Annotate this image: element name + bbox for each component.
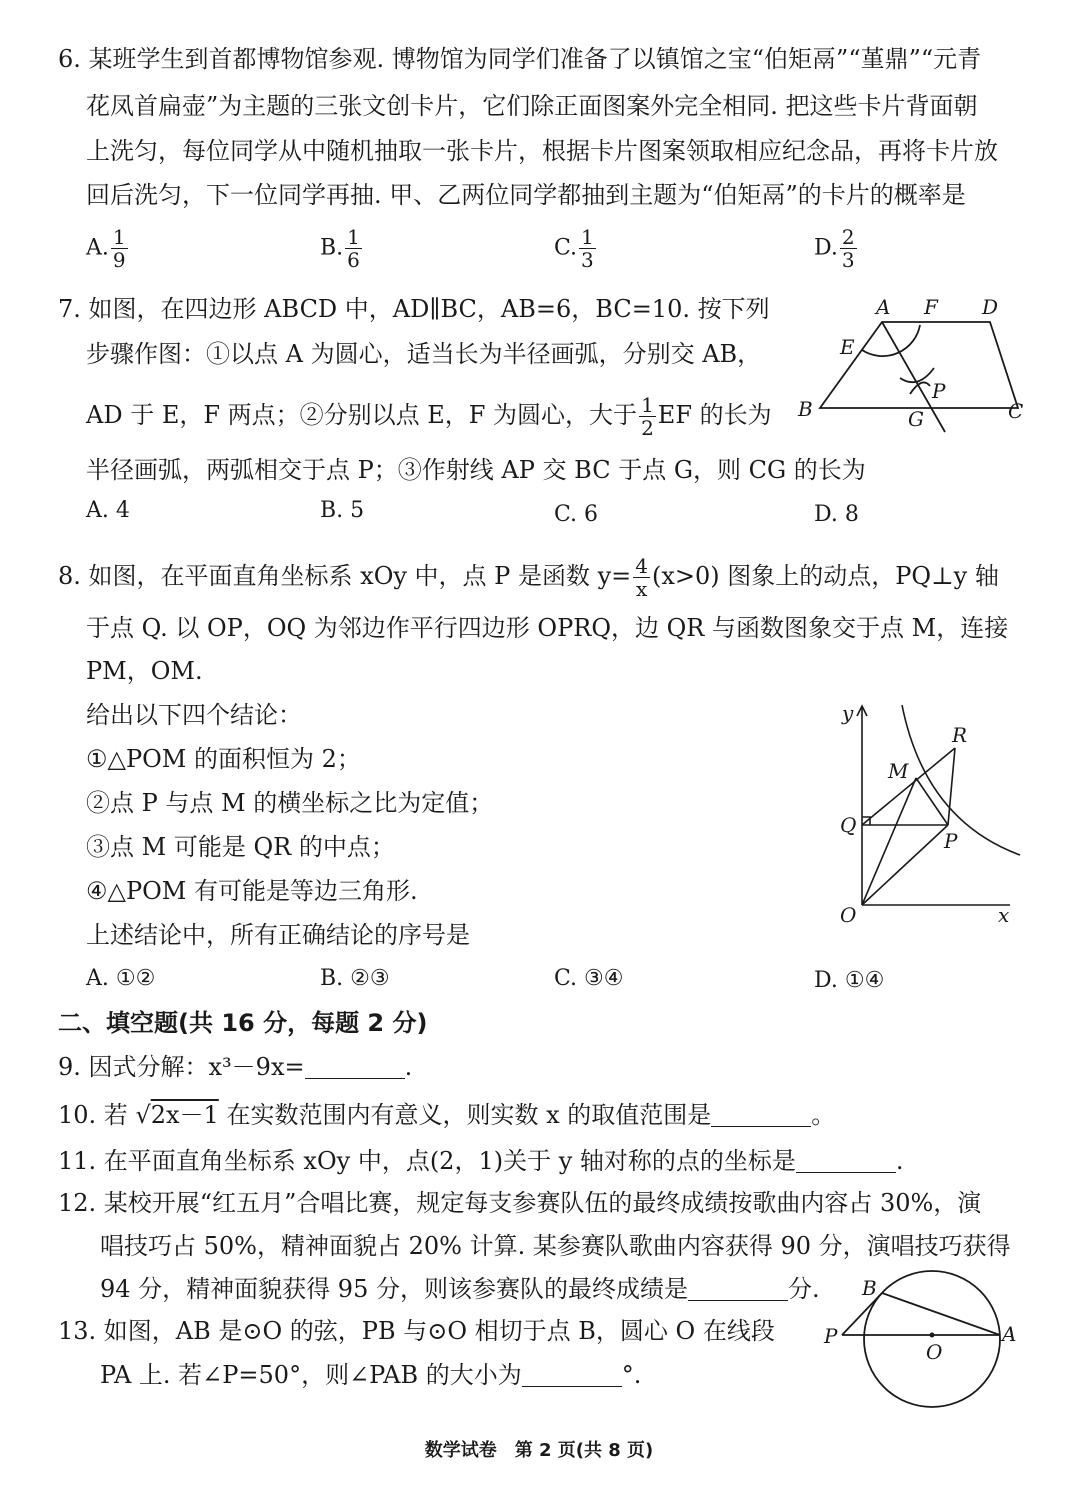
q7-line-4: 半径画弧，两弧相交于点 P；③作射线 AP 交 BC 于点 G，则 CG 的长为 bbox=[86, 456, 866, 484]
q6-line-1: 6. 某班学生到首都博物馆参观. 博物馆为同学们准备了以镇馆之宝“伯矩鬲”“堇鼎”“元青 bbox=[58, 45, 982, 73]
q7-line-2: 步骤作图：①以点 A 为圆心，适当长为半径画弧，分别交 AB， bbox=[86, 340, 762, 368]
q13-answer-blank[interactable] bbox=[522, 1366, 622, 1387]
q13-line-1: 13. 如图，AB 是⊙O 的弦，PB 与⊙O 相切于点 B，圆心 O 在线段 bbox=[58, 1317, 775, 1345]
center-point bbox=[930, 1333, 935, 1338]
q7-option-a: A. 4 bbox=[86, 498, 130, 523]
q12-line-2: 唱技巧占 50%，精神面貌占 20% 计算. 某参赛队歌曲内容获得 90 分，演唱技巧获得 bbox=[100, 1232, 1011, 1260]
label-q: Q bbox=[840, 813, 857, 837]
label-d: D bbox=[982, 295, 999, 319]
label-o: O bbox=[926, 1340, 943, 1364]
label-g: G bbox=[908, 407, 924, 431]
q8-conclusion-4: ④△POM 有可能是等边三角形. bbox=[86, 877, 418, 905]
label-a: A bbox=[876, 295, 891, 319]
section-2-heading: 二、填空题(共 16 分，每题 2 分) bbox=[58, 1009, 428, 1037]
label-p: P bbox=[824, 1324, 838, 1348]
q6-option-c: C. $\frac{1}{3}$ bbox=[554, 225, 594, 272]
q7-trapezoid-figure bbox=[790, 290, 1040, 440]
arc-ef bbox=[862, 325, 920, 356]
q8-line-4: 给出以下四个结论： bbox=[86, 701, 302, 729]
q6-line-4: 回后洗匀，下一位同学再抽. 甲、乙两位同学都抽到主题为“伯矩鬲”的卡片的概率是 bbox=[86, 181, 966, 209]
q7-option-d: D. 8 bbox=[814, 502, 859, 527]
q12-line-3: 94 分，精神面貌获得 95 分，则该参赛队的最终成绩是 分. bbox=[100, 1275, 820, 1303]
label-b: B bbox=[798, 397, 813, 421]
label-m: M bbox=[888, 759, 909, 783]
label-a: A bbox=[1002, 1322, 1017, 1346]
q8-option-d: D. ①④ bbox=[814, 968, 885, 993]
label-c: C bbox=[1008, 399, 1024, 423]
label-x: x bbox=[998, 903, 1010, 927]
label-b: B bbox=[862, 1276, 877, 1300]
label-p: P bbox=[944, 829, 958, 853]
page-footer: 数学试卷 第 2 页(共 8 页) bbox=[424, 1440, 654, 1461]
arc-from-e bbox=[900, 368, 934, 382]
label-r: R bbox=[952, 723, 968, 747]
q8-conclusion-3: ③点 M 可能是 QR 的中点； bbox=[86, 833, 395, 861]
q8-option-c: C. ③④ bbox=[554, 966, 624, 991]
q12-line-1: 12. 某校开展“红五月”合唱比赛，规定每支参赛队伍的最终成绩按歌曲内容占 30%，演 bbox=[58, 1189, 982, 1217]
q9-line: 9. 因式分解：x³－9x= . bbox=[58, 1053, 413, 1081]
q13-line-2: PA 上. 若∠P=50°，则∠PAB 的大小为 °. bbox=[100, 1361, 642, 1389]
q8-coordinate-figure bbox=[830, 700, 1030, 930]
circle-o bbox=[864, 1271, 1000, 1407]
q7-line-1: 7. 如图，在四边形 ABCD 中，AD∥BC，AB=6，BC=10. 按下列 bbox=[58, 295, 770, 323]
q11-line: 11. 在平面直角坐标系 xOy 中，点(2，1)关于 y 轴对称的点的坐标是 . bbox=[58, 1147, 904, 1175]
label-y: y bbox=[842, 701, 854, 725]
q10-answer-blank[interactable] bbox=[711, 1106, 811, 1127]
q6-option-b: B. $\frac{1}{6}$ bbox=[320, 225, 360, 272]
segment-op bbox=[862, 825, 948, 905]
q8-line-2: 于点 Q. 以 OP，OQ 为邻边作平行四边形 OPRQ，边 QR 与函数图象交于点 M，连接 bbox=[86, 614, 1009, 642]
q8-line-3: PM，OM. bbox=[86, 657, 203, 685]
label-o: O bbox=[840, 903, 857, 927]
q8-option-a: A. ①② bbox=[86, 966, 156, 991]
q6-line-2: 花凤首扁壶”为主题的三张文创卡片，它们除正面图案外完全相同. 把这些卡片背面朝 bbox=[86, 92, 978, 120]
q13-circle-figure bbox=[820, 1265, 1030, 1415]
segment-om bbox=[862, 778, 916, 905]
q8-line-9: 上述结论中，所有正确结论的序号是 bbox=[86, 921, 470, 949]
q8-conclusion-1: ①△POM 的面积恒为 2； bbox=[86, 745, 361, 773]
q8-line-1: 8. 如图，在平面直角坐标系 xOy 中，点 P 是函数 y= $\frac{4}{x}$ (x>0) 图象上的动点，PQ⊥y 轴 bbox=[58, 554, 999, 601]
q8-conclusion-2: ②点 P 与点 M 的横坐标之比为定值； bbox=[86, 789, 494, 817]
q6-option-d: D. $\frac{2}{3}$ bbox=[814, 225, 855, 272]
q8-option-b: B. ②③ bbox=[320, 966, 390, 991]
q12-answer-blank[interactable] bbox=[688, 1280, 788, 1301]
q7-option-c: C. 6 bbox=[554, 502, 599, 527]
q11-answer-blank[interactable] bbox=[796, 1152, 896, 1173]
chord-ab bbox=[882, 1293, 1000, 1335]
label-f: F bbox=[924, 295, 938, 319]
q9-answer-blank[interactable] bbox=[305, 1058, 405, 1079]
q6-option-a: A. $\frac{1}{9}$ bbox=[86, 225, 126, 272]
label-e: E bbox=[840, 335, 855, 359]
q7-line-3: AD 于 E，F 两点；②分别以点 E，F 为圆心，大于 $\frac{1}{2}$ EF 的长为 bbox=[86, 393, 772, 440]
q10-line: 10. 若 √2x－1 在实数范围内有意义，则实数 x 的取值范围是 。 bbox=[58, 1101, 836, 1129]
label-p: P bbox=[932, 379, 946, 403]
q6-line-3: 上洗匀，每位同学从中随机抽取一张卡片，根据卡片图案领取相应纪念品，再将卡片放 bbox=[86, 137, 998, 165]
q7-option-b: B. 5 bbox=[320, 498, 365, 523]
